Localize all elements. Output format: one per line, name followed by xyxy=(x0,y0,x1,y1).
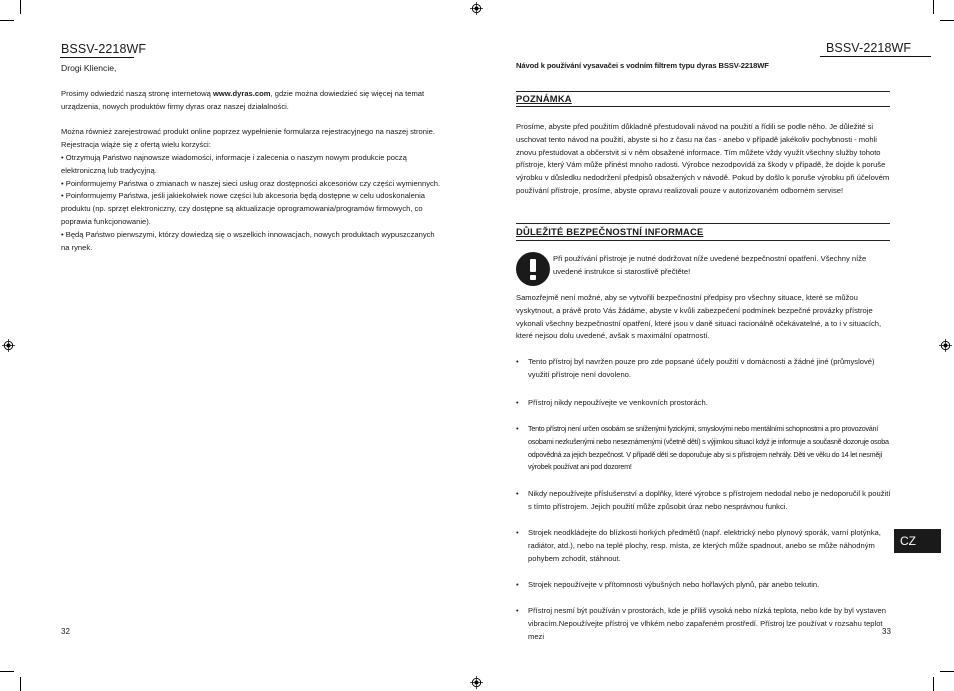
crop-mark xyxy=(20,0,21,14)
list-item: • Poinformujemy Państwa, jeśli jakiekolwiek nowe części lub akcesoria będą dostępne w celu udoskonalenia produktu (np. sprzęt elektroniczny, czy dostępne są aktualizacje oprogramowania/programów firmowych, co poprawia funkcjonowanie). xyxy=(61,191,425,226)
note-heading: POZNÁMKA xyxy=(516,93,572,104)
benefit-list xyxy=(61,152,441,254)
bullet-icon: • xyxy=(516,489,519,498)
crop-mark xyxy=(0,20,14,21)
model-header-right: BSSV-2218WF xyxy=(826,41,912,55)
safety-paragraph: Samozřejmě není možné, aby se vytvořili bezpečnostní předpisy pro všechny situace, které se můžou vyskytnout, a právě proto Vás žádáme, abyste v kvůli zabezpečení podmínek bezpečné provázky přístroje vykonali všechny bezpečnostní opatření, které jsou v daně situaci racionálně očekávatelné, a to i v situacích, které nejsou dolu uvedené, avšak s maximální opatrností. xyxy=(516,293,882,341)
list-item: Tento přístroj není určen osobám se sníženými fyzickými, smyslovými nebo mentálními schopnostmi a pro provozování osobami nezkušenými nebo neseznámenými (včetně dětí) s výjimkou situací když je informuje a současně dozoruje osoba odpovědná za jejich bezpečnost. V případě dětí se doporučuje aby si s přístrojem nehrály. Děti ve věku do 14 let nesmějí výrobek používat ani pod dozorem! xyxy=(528,424,889,472)
crop-mark xyxy=(933,0,934,14)
list-item: Strojek nepoužívejte v přítomnosti výbušných nebo hořlavých plynů, pár anebo tekutin. xyxy=(528,580,820,589)
bullet-icon: • xyxy=(516,528,519,537)
intro-text-b: , gdzie można dowiedzieć się więcej na temat urządzenia, nowych produktów firmy dyras oraz naszej działalności. xyxy=(61,89,425,111)
list-item: Nikdy nepoužívejte příslušenství a doplňky, které výrobce s přístrojem nedodal nebo je nedoporučil k použití s tímto přístrojem. Jejich použití může způsobit úraz nebo nesprávnou funkci. xyxy=(528,489,891,511)
page-number-left: 32 xyxy=(61,627,70,636)
bullet-icon: • xyxy=(516,606,519,615)
list-item: Strojek neodkládejte do blízkosti horkých předmětů (např. elektrický nebo plynový sporák, varní plotýnka, radiátor, atd.), nebo na teplé plochy, resp. místa, ze kterých může spadnout, anebo se může náhodným pohybem zchodit, stáhnout. xyxy=(528,528,881,563)
warning-icon xyxy=(516,252,550,286)
language-tab: CZ xyxy=(894,529,941,553)
note-rule-bottom xyxy=(516,106,890,107)
crop-mark xyxy=(933,677,934,691)
registration-mark-icon xyxy=(2,339,15,352)
bullet-icon: • xyxy=(516,357,519,366)
registration-mark-icon xyxy=(939,339,952,352)
registration-line-1: Można również zarejestrować produkt online poprzez wypełnienie formularza rejestracyjnego na naszej stronie. xyxy=(61,127,435,136)
list-item: • Poinformujemy Państwa o zmianach w naszej sieci usług oraz dostępności akcesoriów czy części wymiennych. xyxy=(61,178,441,188)
website-link[interactable]: www.dyras.com xyxy=(212,89,271,98)
intro-text-a: Prosimy odwiedzić naszą stronę internetową xyxy=(61,89,213,98)
crop-mark xyxy=(940,20,954,21)
list-item: Tento přístroj byl navržen pouze pro zde popsané účely použití v domácnosti a žádné jiné (průmyslové) využití přístroje není dovoleno. xyxy=(528,357,875,379)
registration-line-2: Rejestracja wiąże się z ofertą wielu korzyści: xyxy=(61,140,211,149)
bullet-icon: • xyxy=(516,580,519,589)
page-number-right: 33 xyxy=(882,627,891,636)
bullet-icon: • xyxy=(516,424,519,433)
greeting: Drogi Kliencie, xyxy=(61,63,117,73)
model-header-left: BSSV-2218WF xyxy=(61,42,147,56)
list-item: • Będą Państwo pierwszymi, którzy dowiedzą się o wszelkich innowacjach, nowych produktach wypuszczanych na rynek. xyxy=(61,229,435,252)
registration-mark-icon xyxy=(470,676,483,689)
registration-mark-icon xyxy=(470,2,483,15)
header-rule-right xyxy=(820,56,931,57)
list-item: Přístroj nesmí být používán v prostorách, kde je příliš vysoká nebo nízká teplota, nebo kde by byl vystaven vibracím.Nepoužívejte přístroj ve vlhkém nebo zapařeném prostředí. Přístroj lze používat v rozsahu teplot mezi xyxy=(528,606,886,641)
safety-heading: DŮLEŽITÉ BEZPEČNOSTNÍ INFORMACE xyxy=(516,226,704,237)
manual-subtitle: Návod k používání vysavačei s vodním filtrem typu dyras BSSV-2218WF xyxy=(516,61,769,70)
safety-rule-top xyxy=(516,223,890,224)
crop-mark xyxy=(940,671,954,672)
safety-intro: Při používání přístroje je nutné dodržovat níže uvedené bezpečnostní opatření. Všechny níže uvedené instrukce si starostlivě přečtěte! xyxy=(553,254,867,276)
intro-paragraph xyxy=(61,88,441,114)
header-rule-left xyxy=(60,57,134,58)
note-rule-top xyxy=(516,91,890,92)
list-item: • Otrzymują Państwo najnowsze wiadomości, informacje i zalecenia o naszym nowym produkcie począ elektroniczną lub tradycyjną. xyxy=(61,153,407,175)
crop-mark xyxy=(20,677,21,691)
note-paragraph: Prosíme, abyste před použitím důkladně přestudovali návod na použití a řídili se podle něho. Je důležité si uschovat tento návod na použití, abyste si ho z času na čas - anebo v případě jakékoliv pochybnosti - mohli znovu přestudovat a občerstvit si v něm obsažené informace. Tím můžete vždy využít všechny služby tohoto přístroje, který Vám může přinést mnoho radosti. Výrobce nezodpovídá za škody v případě, že dojde k poruše výrobku v důsledku nedodržení předpisů obsažených v návodě. Pokud by došlo k poruše výrobku při účelovém používání přístroje, prosíme, abyste opravu realizovali pouze v autorizovaném odborném servise! xyxy=(516,122,890,195)
crop-mark xyxy=(0,671,14,672)
safety-rule-bottom xyxy=(516,240,890,241)
list-item: Přístroj nikdy nepoužívejte ve venkovních prostorách. xyxy=(528,398,708,407)
bullet-icon: • xyxy=(516,398,519,407)
